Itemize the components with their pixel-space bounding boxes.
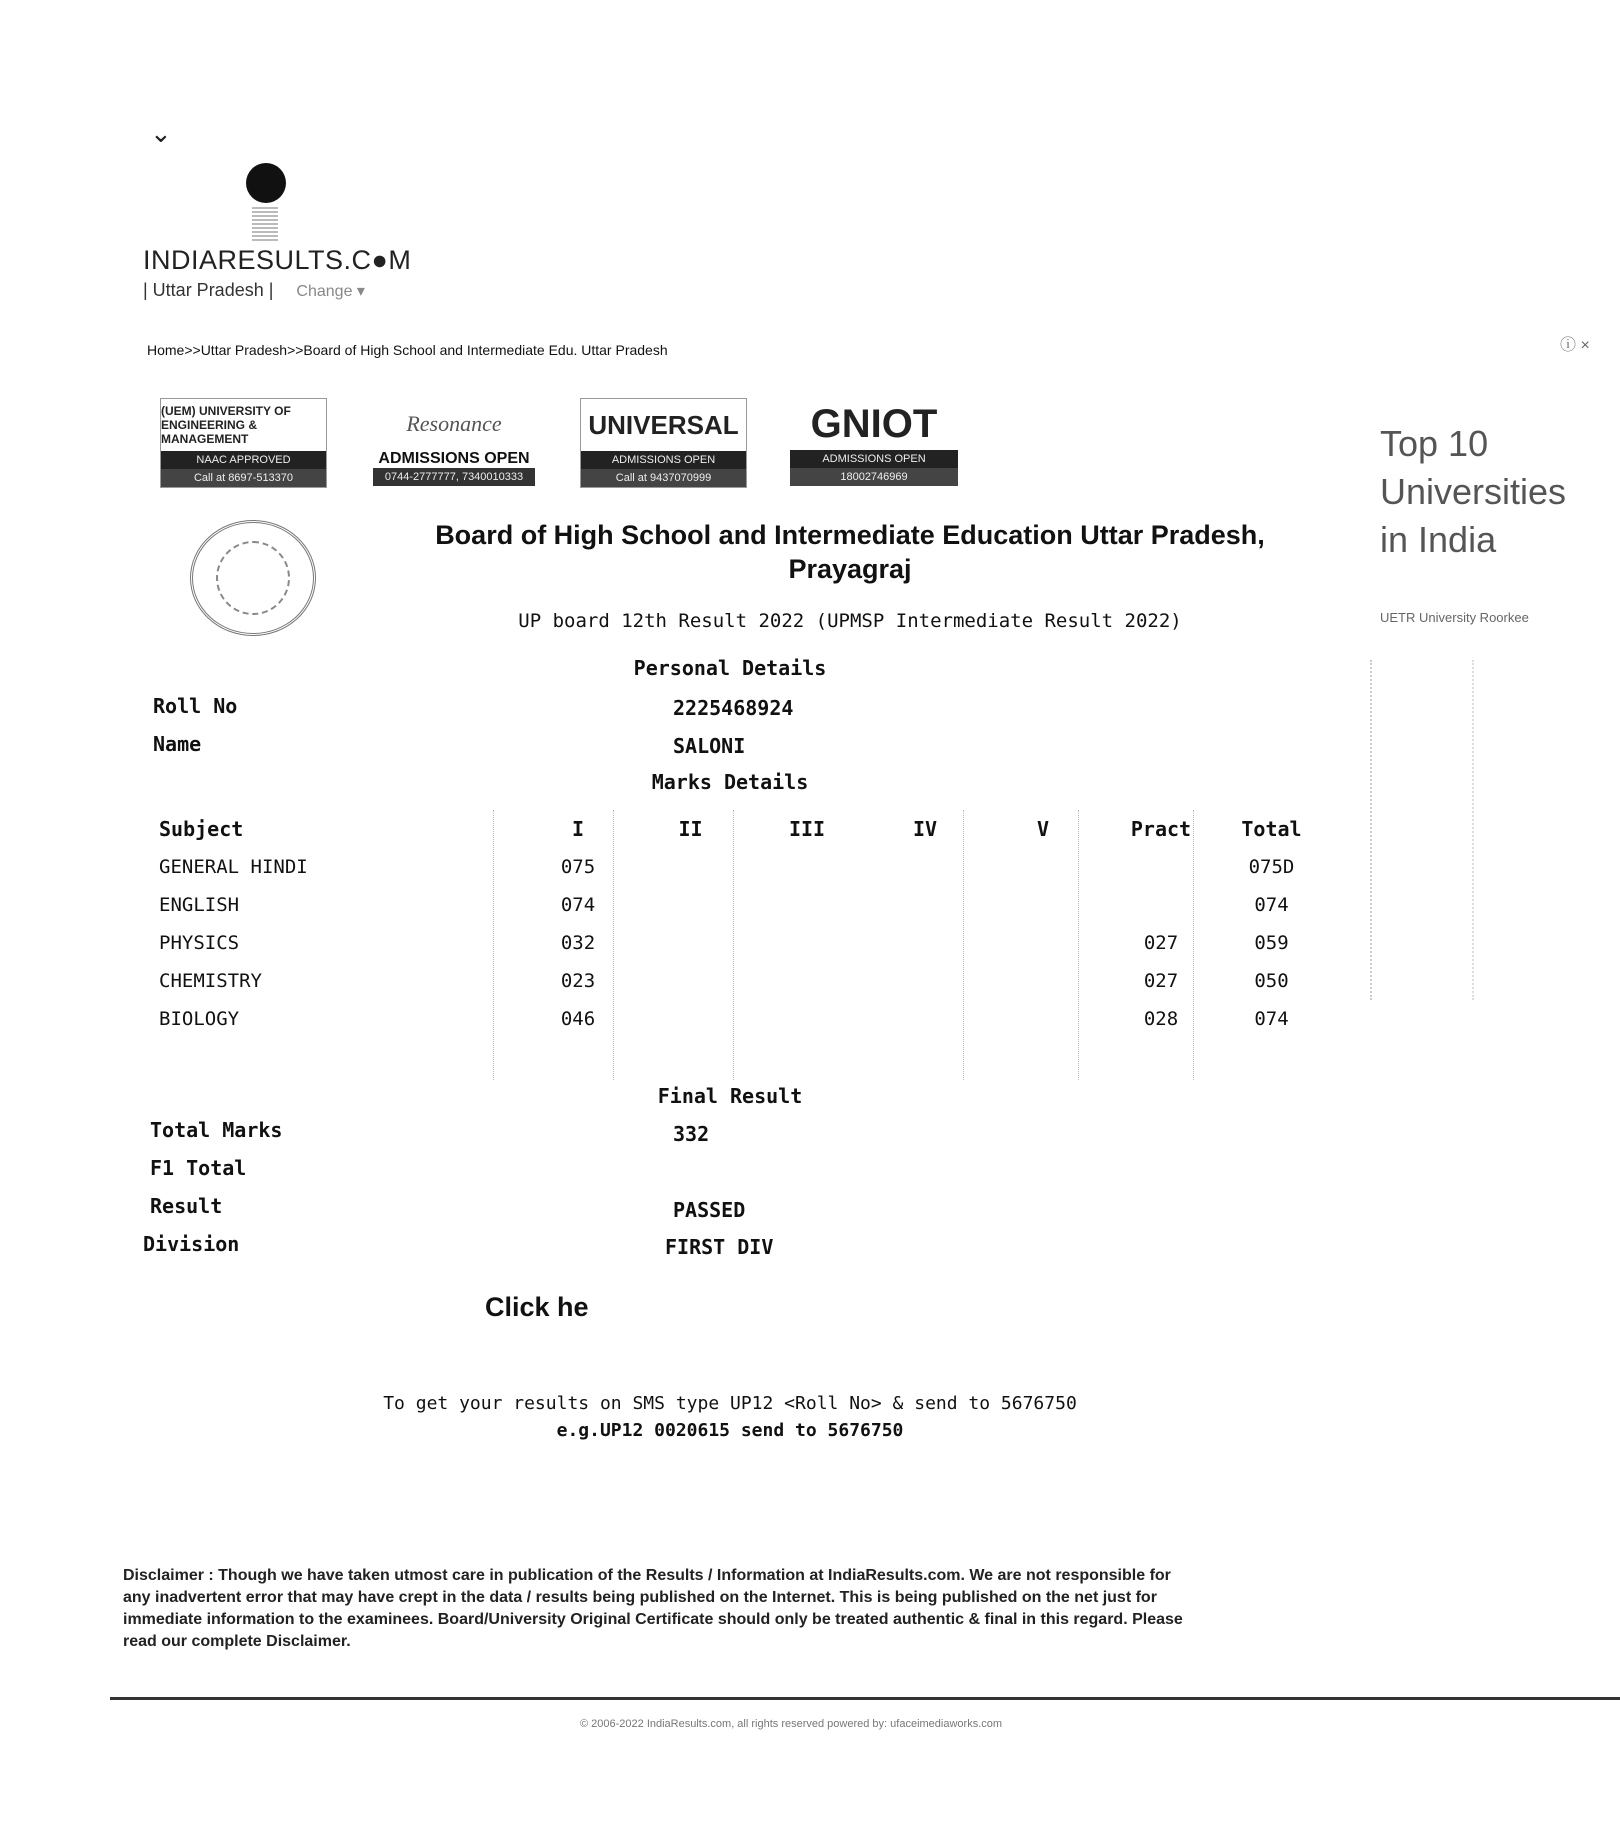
marks-cell	[984, 886, 1102, 924]
side-ad-line1: Top 10	[1380, 423, 1489, 464]
sms-example: e.g.UP12 0020615 send to 5676750	[556, 1420, 904, 1441]
marks-cell: 023	[560, 970, 596, 992]
subject-cell: BIOLOGY	[159, 1008, 240, 1030]
change-state-link[interactable]: Change ▾	[296, 283, 365, 300]
subject-cell: PHYSICS	[159, 932, 240, 954]
pract-cell	[1102, 848, 1220, 886]
table-row	[143, 848, 1323, 886]
division-value: FIRST DIV	[665, 1235, 774, 1259]
marks-cell	[984, 1000, 1102, 1038]
up-emblem-icon	[190, 520, 316, 636]
name-value: SALONI	[673, 734, 746, 758]
side-ad-graphic	[1370, 660, 1474, 1000]
subject-cell: CHEMISTRY	[159, 970, 262, 992]
marks-cell: 046	[560, 1008, 596, 1030]
ad-banner-gniot[interactable]	[790, 398, 958, 486]
ad-tagline: NAAC APPROVED	[161, 451, 326, 469]
table-row	[143, 886, 1323, 924]
state-label: | Uttar Pradesh |	[143, 280, 274, 300]
marks-cell	[633, 962, 748, 1000]
pract-cell	[1102, 886, 1220, 924]
ad-title: UNIVERSAL	[588, 409, 739, 440]
marks-cell: 032	[560, 932, 596, 954]
breadcrumb[interactable]: Home>>Uttar Pradesh>>Board of High School and Intermediate Edu. Uttar Pradesh	[147, 342, 668, 358]
total-cell: 074	[1254, 894, 1289, 916]
column-header: II	[678, 817, 703, 841]
marks-cell	[748, 962, 866, 1000]
marks-cell	[866, 848, 984, 886]
ad-banner-universal[interactable]	[580, 398, 747, 488]
table-row	[143, 1000, 1323, 1038]
marks-cell	[633, 1000, 748, 1038]
marks-cell	[866, 1000, 984, 1038]
marks-cell	[866, 924, 984, 962]
result-subtitle: UP board 12th Result 2022 (UPMSP Intermediate Result 2022)	[518, 610, 1182, 632]
column-header: V	[1036, 817, 1050, 841]
marks-cell	[633, 886, 748, 924]
state-selector	[143, 280, 365, 301]
subject-cell: ENGLISH	[159, 894, 240, 916]
roll-no-value: 2225468924	[673, 696, 794, 720]
column-header: III	[788, 817, 826, 841]
total-cell: 050	[1254, 970, 1289, 992]
marks-table	[143, 810, 1323, 1038]
f1-total-label: F1 Total	[150, 1156, 247, 1180]
ad-tagline: ADMISSIONS OPEN	[378, 450, 530, 467]
site-logo-graphic	[252, 205, 278, 241]
board-title-line2: Prayagraj	[788, 554, 912, 584]
ad-tagline: ADMISSIONS OPEN	[581, 451, 746, 469]
pract-cell: 028	[1143, 1008, 1179, 1030]
marks-cell	[984, 962, 1102, 1000]
result-value: PASSED	[673, 1198, 746, 1222]
ad-phone: Call at 8697-513370	[161, 469, 326, 487]
ad-banner-resonance[interactable]	[373, 398, 535, 486]
table-row	[143, 924, 1323, 962]
board-title	[410, 518, 1290, 586]
side-ad-title	[1380, 420, 1566, 564]
name-label: Name	[153, 732, 202, 756]
column-header: Pract	[1130, 817, 1192, 841]
marks-cell	[633, 924, 748, 962]
ad-close-icon[interactable]: ⓘ ×	[1560, 337, 1590, 354]
marks-details-heading: Marks Details	[651, 770, 809, 794]
total-cell: 059	[1254, 932, 1289, 954]
site-logo-icon	[246, 163, 286, 203]
marks-cell	[748, 1000, 866, 1038]
side-ad-subtitle: UETR University Roorkee	[1380, 610, 1529, 625]
division-label: Division	[143, 1232, 240, 1256]
marks-cell: 075	[560, 856, 596, 878]
chevron-down-icon[interactable]: ⌄	[150, 118, 172, 148]
total-marks-value: 332	[673, 1122, 710, 1146]
personal-details-heading: Personal Details	[633, 656, 827, 680]
marks-cell	[984, 924, 1102, 962]
copyright-text: © 2006-2022 IndiaResults.com, all rights reserved powered by: ufaceimediaworks.com	[580, 1718, 1003, 1730]
final-result-heading: Final Result	[657, 1084, 803, 1108]
ad-title: GNIOT	[810, 401, 938, 446]
marks-cell	[748, 886, 866, 924]
ad-banner-uem[interactable]	[160, 398, 327, 488]
click-here-link[interactable]: Click hе	[485, 1292, 589, 1322]
pract-cell: 027	[1143, 932, 1179, 954]
column-header: Subject	[159, 817, 244, 841]
total-cell: 075D	[1248, 856, 1295, 878]
marks-cell	[984, 848, 1102, 886]
board-title-line1: Board of High School and Intermediate Education Uttar Pradesh,	[435, 520, 1265, 550]
disclaimer-text: Disclaimer : Though we have taken utmost care in publication of the Results / Information at IndiaResults.com. We are not responsible for any inadvertent error that may have crept in the data / results being published on the Internet. This is being published on the net just for immediate information to the examinees. Board/University Original Certificate should only be treated authentic & final in this regard. Please read our complete Disclaimer.	[123, 1567, 1183, 1650]
column-header: Total	[1241, 817, 1302, 841]
roll-no-label: Roll No	[153, 694, 238, 718]
ad-phone: 0744-2777777, 7340010333	[373, 468, 535, 486]
table-row	[143, 962, 1323, 1000]
sms-instruction: To get your results on SMS type UP12 <Roll No> & send to 5676750	[383, 1393, 1077, 1414]
ad-phone: 18002746969	[790, 468, 958, 486]
marks-cell	[748, 924, 866, 962]
ad-title: (UEM) UNIVERSITY OF ENGINEERING & MANAGEMENT	[161, 404, 291, 446]
subject-cell: GENERAL HINDI	[159, 856, 308, 878]
side-ad-line3: in India	[1380, 519, 1497, 560]
marks-cell: 074	[560, 894, 596, 916]
column-header: IV	[912, 817, 938, 841]
total-cell: 074	[1254, 1008, 1289, 1030]
ad-tagline: ADMISSIONS OPEN	[790, 450, 958, 468]
result-label: Result	[150, 1194, 223, 1218]
site-logo[interactable]: INDIARESULTS.C●M	[143, 245, 412, 275]
total-marks-label: Total Marks	[150, 1118, 283, 1142]
table-header-row	[143, 810, 1323, 848]
ad-title: Resonance	[406, 411, 502, 436]
ad-phone: Call at 9437070999	[581, 469, 746, 487]
side-ad-line2: Universities	[1380, 471, 1567, 512]
marks-cell	[633, 848, 748, 886]
marks-cell	[866, 962, 984, 1000]
marks-cell	[748, 848, 866, 886]
column-header: I	[571, 817, 585, 841]
marks-cell	[866, 886, 984, 924]
footer-divider	[110, 1697, 1620, 1700]
pract-cell: 027	[1143, 970, 1179, 992]
